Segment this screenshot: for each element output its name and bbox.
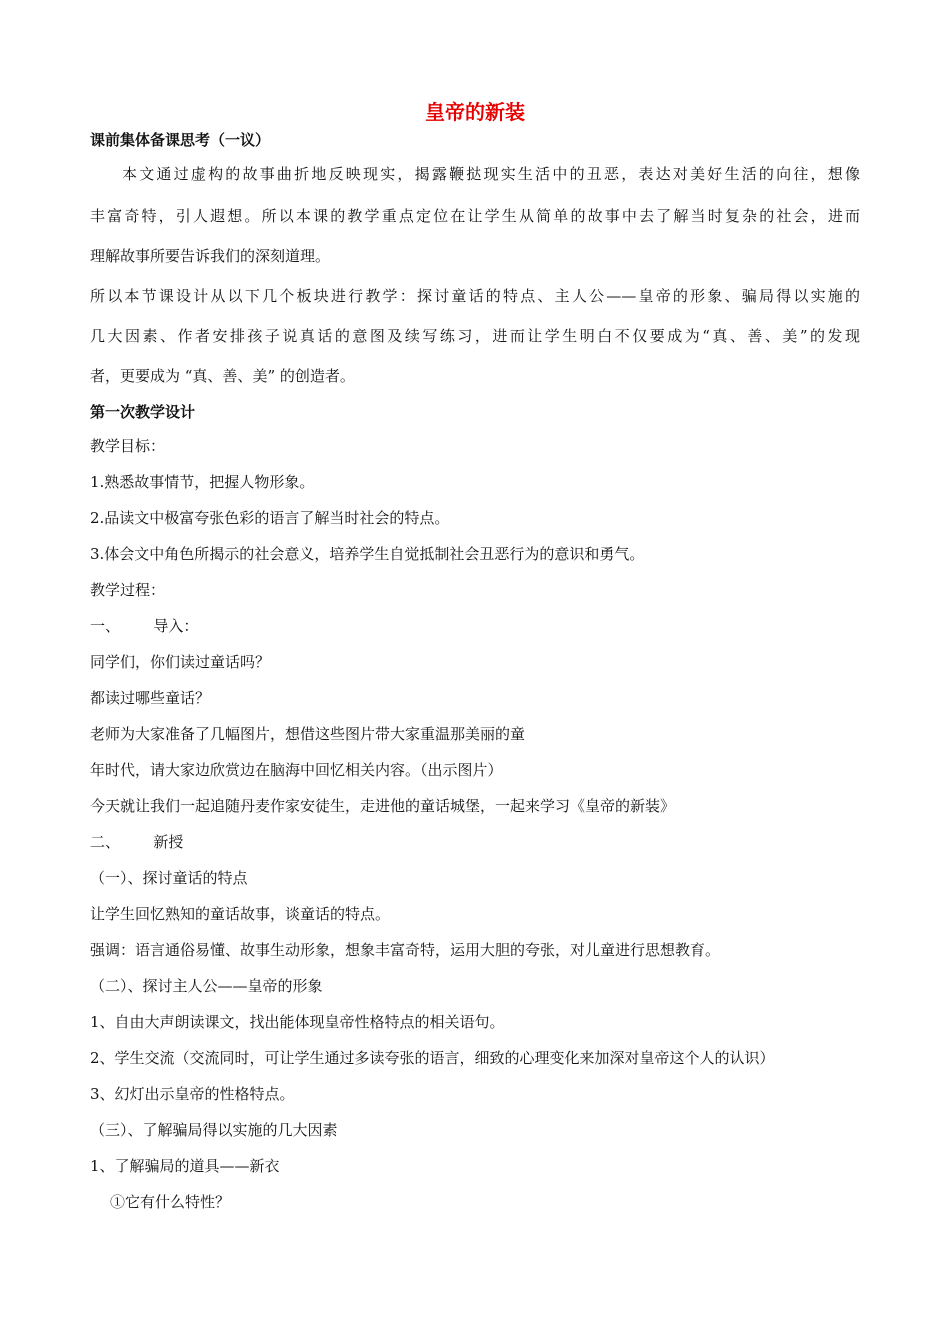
list-item: 3、幻灯出示皇帝的性格特点。 xyxy=(90,1085,295,1103)
process-label: 教学过程： xyxy=(90,581,166,599)
goals-label: 教学目标： xyxy=(90,437,166,455)
list-item: 1、了解骗局的道具——新衣 xyxy=(90,1157,280,1175)
step-heading: 二、 新授 xyxy=(90,833,184,851)
section-heading: 课前集体备课思考（一议） xyxy=(90,131,271,149)
step-heading: 一、 导入： xyxy=(90,617,199,635)
paragraph-line: 几大因素、作者安排孩子说真话的意图及续写练习，进而让学生明白不仅要成为“真、善、美”的发现 xyxy=(90,327,860,345)
list-item: 3.体会文中角色所揭示的社会意义，培养学生自觉抵制社会丑恶行为的意识和勇气。 xyxy=(90,545,645,563)
text-line: 让学生回忆熟知的童话故事，谈童话的特点。 xyxy=(90,905,391,923)
list-item: ①它有什么特性？ xyxy=(110,1193,231,1211)
list-item: 2.品读文中极富夸张色彩的语言了解当时社会的特点。 xyxy=(90,509,450,527)
text-line: 都读过哪些童话？ xyxy=(90,689,211,707)
text-line: 今天就让我们一起追随丹麦作家安徒生，走进他的童话城堡，一起来学习《皇帝的新装》 xyxy=(90,797,676,815)
paragraph-line: 者，更要成为 “真、善、美” 的创造者。 xyxy=(90,367,355,385)
list-item: 1.熟悉故事情节，把握人物形象。 xyxy=(90,473,315,491)
paragraph-line: 理解故事所要告诉我们的深刻道理。 xyxy=(90,247,331,265)
list-item: 2、学生交流（交流同时，可让学生通过多读夸张的语言，细致的心理变化来加深对皇帝这个人的认识） xyxy=(90,1049,775,1067)
text-line: 同学们，你们读过童话吗？ xyxy=(90,653,271,671)
text-line: 年时代，请大家边欣赏边在脑海中回忆相关内容。（出示图片） xyxy=(90,761,503,779)
paragraph-line: 本文通过虚构的故事曲折地反映现实，揭露鞭挞现实生活中的丑恶，表达对美好生活的向往，想像 xyxy=(122,165,860,183)
section-heading: 第一次教学设计 xyxy=(90,403,196,421)
list-item: 1、自由大声朗读课文，找出能体现皇帝性格特点的相关语句。 xyxy=(90,1013,505,1031)
sub-heading: （三）、了解骗局得以实施的几大因素 xyxy=(90,1121,338,1139)
sub-heading: （二）、探讨主人公——皇帝的形象 xyxy=(90,977,323,995)
text-line: 强调：语言通俗易懂、故事生动形象，想象丰富奇特，运用大胆的夸张，对儿童进行思想教育。 xyxy=(90,941,721,959)
sub-heading: （一）、探讨童话的特点 xyxy=(90,869,248,887)
text-line: 老师为大家准备了几幅图片，想借这些图片带大家重温那美丽的童 xyxy=(90,725,526,743)
paragraph-line: 所以本节课设计从以下几个板块进行教学：探讨童话的特点、主人公——皇帝的形象、骗局得以实施的 xyxy=(90,287,860,305)
document-title: 皇帝的新装 xyxy=(425,100,525,124)
paragraph-line: 丰富奇特，引人遐想。所以本课的教学重点定位在让学生从简单的故事中去了解当时复杂的社会，进而 xyxy=(90,207,860,225)
